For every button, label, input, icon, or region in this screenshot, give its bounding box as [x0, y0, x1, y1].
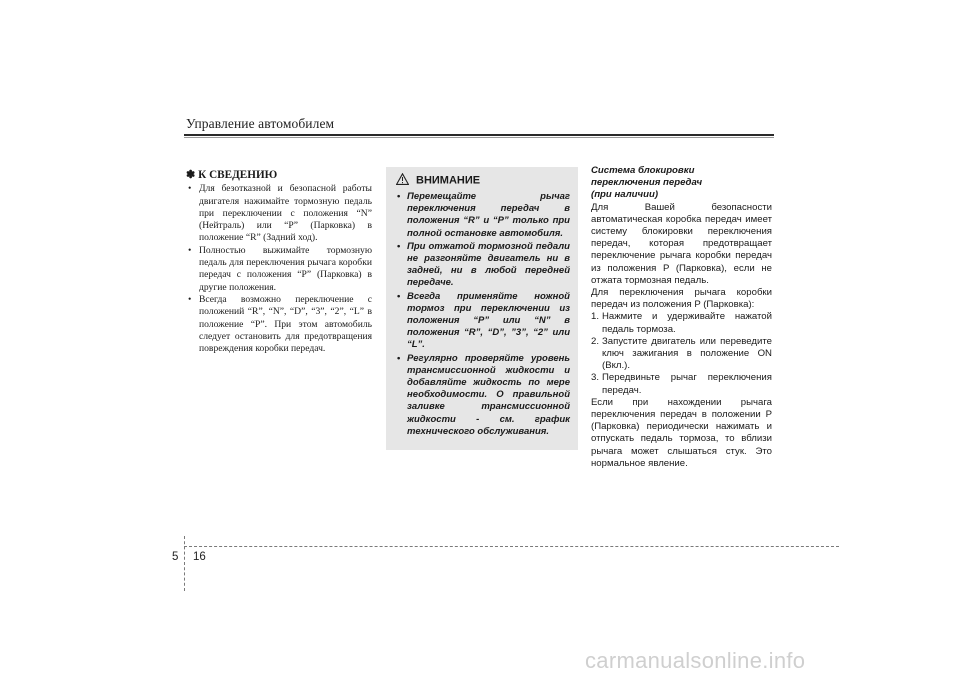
header-rule-thin — [184, 137, 774, 138]
list-item: • Регулярно проверяйте уровень трансмиссионной жидкости и добавляйте жидкость по мере необходимости. О правильной заливке трансмиссионной жидкости - см. график технического обслуживания. — [397, 352, 570, 437]
page-section-title: Управление автомобилем — [186, 116, 335, 131]
list-item: • Полностью выжимайте тормозную педаль для переключения рычага коробки передач с положения “P” (Парковка) в другие положения. — [188, 244, 372, 293]
warning-heading: ВНИМАНИЕ — [396, 173, 480, 188]
list-item: • Перемещайте рычаг переключения передач в положения “R” и “P” только при полной остановке автомобиля. — [397, 191, 570, 239]
list-item: • При отжатой тормозной педали не разгоняйте двигатель ни в задней, ни в любой передней передаче. — [397, 240, 570, 289]
list-item: • Для безотказной и безопасной работы двигателя нажимайте тормозную педаль при переключении с положения “N” (Нейтраль) или “P” (Парковка) в положение “R” (Задний ход). — [188, 183, 372, 244]
footer-divider — [184, 536, 185, 591]
info-heading: ✽ К СВЕДЕНИЮ — [186, 169, 278, 181]
warning-list — [396, 191, 570, 439]
list-item: • Всегда применяйте ножной тормоз при переключении из положения “P” или “N” в положения “R”, “D”, ”3”, “2” или “L”. — [397, 290, 570, 351]
list-item: 1. Нажмите и удерживайте нажатой педаль тормоза. — [591, 311, 772, 335]
interlock-section — [591, 165, 772, 470]
list-item: 3. Передвиньте рычаг переключения передач. — [591, 372, 772, 396]
watermark: carmanualsonline.info — [585, 648, 806, 673]
interlock-intro: Для Вашей безопасности автоматическая коробка передач имеет систему блокировки переключения передач, которая предотвращает переключение рычага коробки передач из положения P (Парковка), если не отжата тормозная педаль. — [591, 201, 772, 286]
interlock-procedure-intro: Для переключения рычага коробки передач из положения P (Парковка): — [591, 287, 772, 311]
info-note — [186, 169, 372, 355]
list-item: • Всегда возможно переключение с положений “R”, “N”, “D”, “3”, “2”, “L” в положение “P”. При этом автомобиль следует остановить для предотвращения повреждения коробки передач. — [188, 293, 372, 355]
section-number: 5 — [172, 551, 179, 563]
footer-rule — [184, 546, 839, 547]
interlock-note: Если при нахождении рычага переключения передач в положении P (Парковка) периодически нажимать и отпускать педаль тормоза, то вблизи рычага может слышаться стук. Это нормальное явление. — [591, 396, 772, 469]
page-number: 16 — [193, 551, 206, 563]
header-rule — [184, 134, 774, 136]
interlock-title: Система блокировки переключения передач (при наличии) — [591, 165, 703, 201]
info-list — [186, 183, 372, 355]
interlock-steps — [591, 311, 772, 396]
warning-triangle-icon — [396, 173, 409, 188]
warning-box — [386, 167, 578, 450]
list-item: 2. Запустите двигатель или переведите ключ зажигания в положение ON (Вкл.). — [591, 335, 772, 372]
